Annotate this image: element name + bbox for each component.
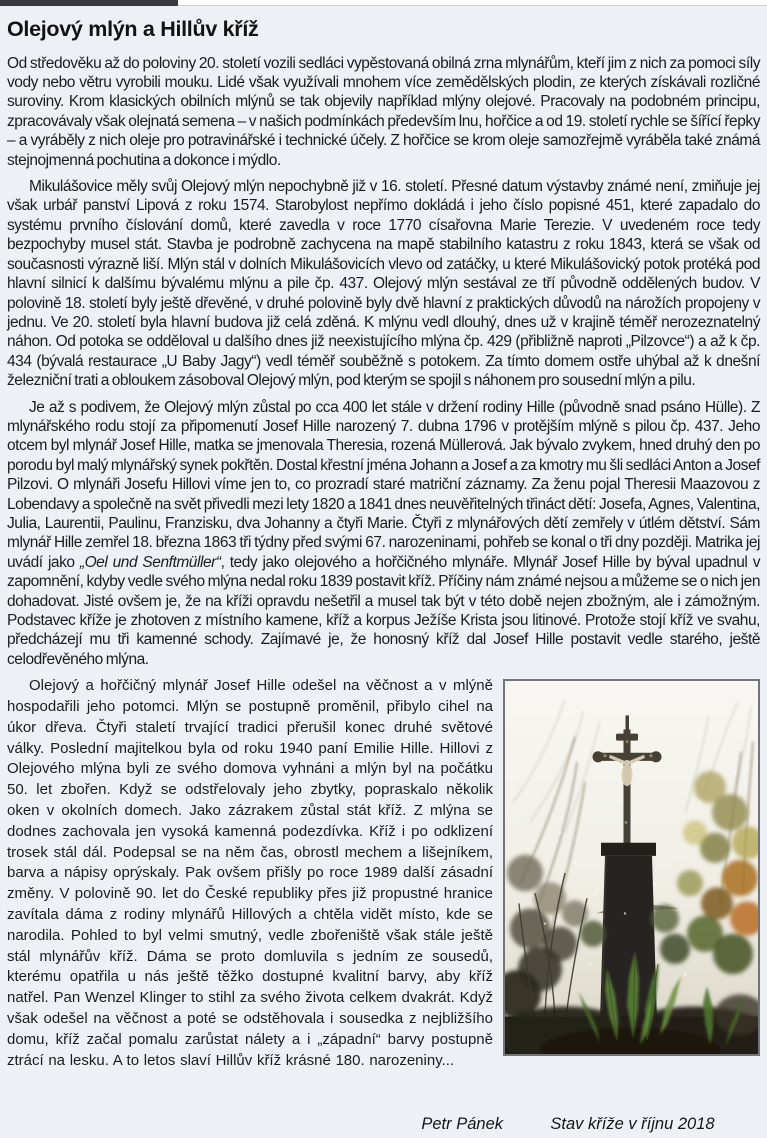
scan-edge-artifact [0, 0, 178, 6]
cross-photo-illustration [505, 681, 758, 1054]
paragraph-oil-mills-intro: Od středověku až do poloviny 20. století vozili sedláci vypěstovaná obilná zrna mlynářům, kteří jim z nich za pomoci síly vody nebo větru vyrobili mouku. Lidé však využívali mnohem více zemědělských plodin, ze kterých získávali rozličné suroviny. Krom klasických obilních mlýnů se tak objevily například mlýny olejové. Pracovaly na podobném principu, zpracovávaly však olejnatá semena – v našich podmínkách především lnu, hořčice a od 19. století rychle se šířící řepky – a vyráběly z nich oleje pro potravinářské i technické účely. Z hořčice se krom oleje samozřejmě vyráběla také známá stejnojmenná pochutina a dokonce i mýdlo. [7, 54, 760, 169]
matrika-german-term: „Oel und Senftmüller“ [79, 553, 221, 571]
paragraph-hille-family [7, 398, 760, 670]
hille-family-text-before: Je až s podivem, že Olejový mlýn zůstal po cca 400 let stále v držení rodiny Hille (původně snad psáno Hülle). Z mlynářského rodu stojí za připomenutí Josef Hille narozený 7. dubna 1796 v protějším mlýně s pilou čp. 437. Jeho otcem byl mlynář Josef Hille, matka se jmenovala Theresia, rozená Müllerová. Jak bývalo zvykem, hned druhý den po porodu byl malý mlynářský synek pokřtěn. Dostal křestní jména Johann a Josef a za kmotry mu šli sedláci Anton a Josef Pilzovi. O mlynáři Josefu Hillovi víme jen to, co prozradí staré matriční záznamy. Za ženu pojal Theresii Maazovou z Lobendavy a společně na svět přivedli mezi lety 1820 a 1841 dnes neuvěřitelných třináct dětí: Josefa, Agnes, Valentina, Julia, Laurentii, Paulinu, Franzisku, dva Johanny a čtyři Marie. Čtyři z mlynářových dětí zemřely v útlém dětství. Sám mlynář Hille zemřel 18. března 1863 tři týdny před svými 67. narozeninami, pohřeb se konal o tři dny později. Matrika jej uvádí jako [7, 398, 760, 571]
page-title: Olejový mlýn a Hillův kříž [7, 17, 259, 41]
cross-photo [503, 679, 760, 1056]
paragraph-mill-history: Mikulášovice měly svůj Olejový mlýn nepochybně již v 16. století. Přesné datum výstavby známé není, zmiňuje jej však urbář panství Lipová z roku 1574. Starobylost nepřímo dokládá i jeho číslo popisné 451, které zapadalo do systému prvního číslování domů, které zavedla v roce 1770 císařovna Marie Terezie. V uvedeném roce tedy bezpochyby musel stát. Stavba je podrobně zachycena na mapě stabilního katastru z roku 1843, která se však od současnosti výrazně liší. Mlýn stál v dolních Mikulášovicích vlevo od zatáčky, u které Mikulášovický potok protéká pod hlavní silnicí k dalšímu bývalému mlýnu a pile čp. 437. Olejový mlýn sestával ze tří původně oddělených budov. V polovině 18. století byly ještě dřevěné, v druhé polovině byly dvě hlavní z praktických důvodů na nárožích propojeny v jednu. Ve 20. století byla hlavní budova již celá zděná. K mlýnu vedl dlouhý, dnes už v krajině téměř nerozeznatelný náhon. Od potoka se odděloval u dalšího dnes již neexistujícího mlýna čp. 429 (přibližně naproti „Pilzovce“) a až k čp. 434 (bývalá restaurace „U Baby Jagy“) vedl téměř souběžně s potokem. Za tímto domem ostře uhýbal až k dnešní železniční trati a obloukem zásoboval Olejový mlýn, pod kterým se spojil s náhonem pro sousední mlýn a pilu. [7, 178, 760, 390]
author-credit: Petr Pánek [421, 1115, 503, 1133]
caption-row [7, 1115, 760, 1134]
cross-fate-section [7, 676, 760, 1071]
paragraph-cross-fate: Olejový a hořčičný mlynář Josef Hille odešel na věčnost a v mlýně hospodařili jeho potomci. Mlýn se postupně proměnil, přibylo cihel na úkor dřeva. Čtyři staletí trvající tradici přerušil konec druhé světové války. Poslední majitelkou byla od roku 1940 paní Emilie Hille. Hillovi z Olejového mlýna byli ze svého domova vyhnáni a mlýn byl na počátku 50. let zbořen. Když se odstřelovaly jeho zbytky, popraskalo několik oken v okolních domech. Jako zázrakem zůstal stát kříž. Z mlýna se dodnes zachovala jen vysoká kamenná podezdívka. Kříž i po odklizení trosek stál dál. Podepsal se na něm čas, obrostl mechem a lišejníkem, barva a nápisy oprýskaly. Pak ovšem přišly po roce 1989 další zásadní změny. V polovině 90. let do České republiky přes již propustné hranice zavítala dáma z rodiny mlynářů Hillových a chtěla vidět místo, kde se narodila. Pohled to byl velmi smutný, vedle zbořeniště však stále ještě stál mlynářův kříž. Dáma se proto domluvila s jedním ze sousedů, kterému opatřila u nás ještě těžko dostupné kvalitní barvy, aby kříž natřel. Pan Wenzel Klinger to stihl za svého života celkem dvakrát. Když však odešel na věčnost a poté se odstěhovala i sousedka z nejbližšího domu, kříž začal pomalu zarůstat nálety a i „západní“ barvy postupně ztrácí na lesku. A to letos slaví Hillův kříž krásné 180. narozeniny... [7, 677, 493, 1069]
hille-family-text-after: , tedy jako olejového a hořčičného mlynáře. Mlynář Josef Hille by býval upadnul v zapomnění, kdyby vedle svého mlýna nedal roku 1839 postavit kříž. Příčiny nám známé nejsou a můžeme se o nich jen dohadovat. Jisté ovšem je, že na kříži opravdu nešetřil a musel tak být v této době nejen zbožným, ale i zámožným. Podstavec kříže je zhotoven z místního kamene, kříž a korpus Ježíše Krista jsou litinové. Protože stojí kříž ve svahu, předcházejí mu tři kamenné schody. Zajímavé je, že honosný kříž dal Josef Hille postavit vedle starého, ještě celodřevěného mlýna. [7, 553, 760, 668]
photo-caption: Stav kříže v říjnu 2018 [550, 1115, 715, 1133]
